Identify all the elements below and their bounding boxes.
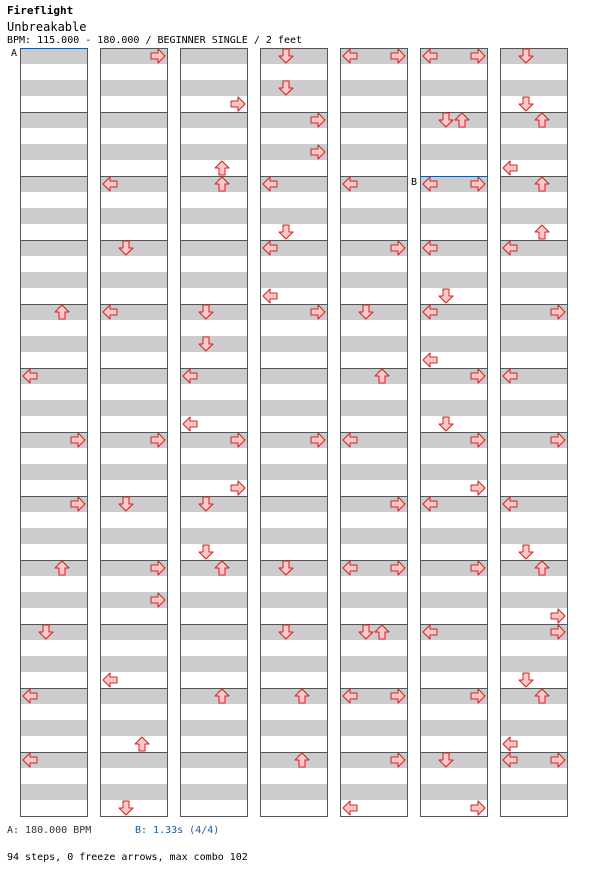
beat-row xyxy=(260,272,328,288)
beat-row xyxy=(260,496,328,512)
beat-row xyxy=(20,480,88,496)
beat-row xyxy=(20,672,88,688)
beat-row xyxy=(420,80,488,96)
beat-row xyxy=(100,144,168,160)
beat-row xyxy=(20,800,88,816)
beat-row xyxy=(420,720,488,736)
beat-row xyxy=(180,688,248,704)
beat-row xyxy=(100,704,168,720)
beat-row xyxy=(180,64,248,80)
beat-row xyxy=(340,256,408,272)
beat-row xyxy=(420,464,488,480)
beat-row xyxy=(20,48,88,64)
beat-row xyxy=(500,480,568,496)
beat-row xyxy=(500,384,568,400)
beat-row xyxy=(260,560,328,576)
beat-row xyxy=(500,192,568,208)
beat-row xyxy=(500,720,568,736)
beat-row xyxy=(100,384,168,400)
beat-row xyxy=(500,112,568,128)
beat-row xyxy=(420,160,488,176)
beat-row xyxy=(340,144,408,160)
beat-row xyxy=(20,160,88,176)
beat-row xyxy=(180,160,248,176)
chart-column xyxy=(260,48,328,817)
beat-row xyxy=(260,192,328,208)
beat-row xyxy=(100,624,168,640)
beat-row xyxy=(180,720,248,736)
beat-row xyxy=(180,544,248,560)
beat-row xyxy=(340,720,408,736)
beat-row xyxy=(260,160,328,176)
beat-row xyxy=(180,336,248,352)
beat-row xyxy=(420,544,488,560)
beat-row xyxy=(180,496,248,512)
step-stats: 94 steps, 0 freeze arrows, max combo 102 xyxy=(7,852,248,863)
beat-row xyxy=(20,64,88,80)
beat-row xyxy=(180,144,248,160)
beat-row xyxy=(100,784,168,800)
beat-row xyxy=(100,112,168,128)
beat-row xyxy=(100,336,168,352)
beat-row xyxy=(420,576,488,592)
beat-row xyxy=(420,400,488,416)
beat-row xyxy=(340,544,408,560)
beat-row xyxy=(500,656,568,672)
beat-row xyxy=(340,128,408,144)
beat-row xyxy=(260,656,328,672)
beat-row xyxy=(20,128,88,144)
beat-row xyxy=(180,464,248,480)
beat-row xyxy=(20,720,88,736)
beat-row xyxy=(20,544,88,560)
beat-row xyxy=(180,272,248,288)
beat-row xyxy=(180,656,248,672)
beat-row xyxy=(500,128,568,144)
beat-row xyxy=(20,592,88,608)
beat-row xyxy=(500,336,568,352)
beat-row xyxy=(100,512,168,528)
beat-row xyxy=(100,688,168,704)
beat-row xyxy=(260,368,328,384)
beat-row xyxy=(260,512,328,528)
beat-row xyxy=(20,80,88,96)
beat-row xyxy=(20,560,88,576)
beat-row xyxy=(260,784,328,800)
beat-row xyxy=(500,704,568,720)
beat-row xyxy=(500,176,568,192)
beat-row xyxy=(180,176,248,192)
beat-row xyxy=(420,416,488,432)
beat-row xyxy=(420,608,488,624)
beat-row xyxy=(20,384,88,400)
beat-row xyxy=(100,192,168,208)
beat-row xyxy=(180,352,248,368)
beat-row xyxy=(420,736,488,752)
beat-row xyxy=(20,96,88,112)
beat-row xyxy=(100,160,168,176)
beat-row xyxy=(340,288,408,304)
beat-row xyxy=(260,576,328,592)
beat-row xyxy=(340,592,408,608)
beat-row xyxy=(180,608,248,624)
beat-row xyxy=(340,96,408,112)
beat-row xyxy=(180,208,248,224)
beat-row xyxy=(100,720,168,736)
beat-row xyxy=(100,416,168,432)
beat-row xyxy=(500,688,568,704)
beat-row xyxy=(260,528,328,544)
beat-row xyxy=(260,320,328,336)
beat-row xyxy=(500,288,568,304)
beat-row xyxy=(340,704,408,720)
beat-row xyxy=(340,368,408,384)
beat-row xyxy=(100,80,168,96)
beat-row xyxy=(420,752,488,768)
beat-row xyxy=(340,352,408,368)
beat-row xyxy=(500,560,568,576)
beat-row xyxy=(500,464,568,480)
beat-row xyxy=(260,48,328,64)
chart-info: BPM: 115.000 - 180.000 / BEGINNER SINGLE / 2 feet xyxy=(7,35,303,46)
beat-row xyxy=(340,384,408,400)
beat-row xyxy=(180,512,248,528)
marker-a-label: A xyxy=(11,48,18,59)
beat-row xyxy=(500,784,568,800)
beat-row xyxy=(20,608,88,624)
beat-row xyxy=(420,656,488,672)
beat-row xyxy=(100,224,168,240)
beat-row xyxy=(340,608,408,624)
beat-row xyxy=(260,464,328,480)
beat-row xyxy=(340,304,408,320)
beat-row xyxy=(500,64,568,80)
beat-row xyxy=(260,688,328,704)
beat-row xyxy=(420,272,488,288)
beat-row xyxy=(500,544,568,560)
beat-row xyxy=(420,64,488,80)
beat-row xyxy=(100,608,168,624)
beat-row xyxy=(180,576,248,592)
beat-row xyxy=(20,288,88,304)
song-artist: Unbreakable xyxy=(7,20,87,34)
beat-row xyxy=(420,768,488,784)
beat-row xyxy=(20,464,88,480)
beat-row xyxy=(260,480,328,496)
beat-row xyxy=(100,736,168,752)
beat-row xyxy=(260,128,328,144)
beat-row xyxy=(340,576,408,592)
beat-row xyxy=(20,528,88,544)
beat-row xyxy=(340,64,408,80)
beat-row xyxy=(500,768,568,784)
beat-row xyxy=(500,80,568,96)
beat-row xyxy=(20,224,88,240)
beat-row xyxy=(20,704,88,720)
beat-row xyxy=(420,448,488,464)
beat-row xyxy=(20,448,88,464)
beat-row xyxy=(420,192,488,208)
beat-row xyxy=(100,240,168,256)
beat-row xyxy=(420,144,488,160)
beat-row xyxy=(500,672,568,688)
beat-row xyxy=(420,128,488,144)
beat-row xyxy=(260,720,328,736)
song-title: Fireflight xyxy=(7,4,74,17)
beat-row xyxy=(340,416,408,432)
beat-row xyxy=(420,224,488,240)
beat-row xyxy=(260,224,328,240)
beat-row xyxy=(500,352,568,368)
beat-row xyxy=(420,704,488,720)
beat-row xyxy=(100,400,168,416)
beat-row xyxy=(180,288,248,304)
beat-row xyxy=(100,272,168,288)
beat-row xyxy=(180,752,248,768)
beat-row xyxy=(100,528,168,544)
beat-row xyxy=(20,336,88,352)
beat-row xyxy=(340,464,408,480)
beat-row xyxy=(420,96,488,112)
beat-row xyxy=(340,208,408,224)
beat-row xyxy=(20,400,88,416)
beat-row xyxy=(340,736,408,752)
beat-row xyxy=(20,784,88,800)
beat-row xyxy=(180,304,248,320)
beat-row xyxy=(20,352,88,368)
beat-row xyxy=(260,448,328,464)
beat-row xyxy=(420,640,488,656)
beat-row xyxy=(340,112,408,128)
beat-row xyxy=(340,224,408,240)
beat-row xyxy=(180,80,248,96)
beat-row xyxy=(100,448,168,464)
beat-row xyxy=(260,592,328,608)
beat-row xyxy=(20,272,88,288)
beat-row xyxy=(180,704,248,720)
legend-stop: B: 1.33s (4/4) xyxy=(135,825,220,836)
chart-column xyxy=(20,48,88,817)
beat-row xyxy=(260,672,328,688)
beat-row xyxy=(20,208,88,224)
beat-row xyxy=(500,208,568,224)
beat-row xyxy=(180,48,248,64)
beat-row xyxy=(260,96,328,112)
beat-row xyxy=(180,592,248,608)
beat-row xyxy=(180,528,248,544)
beat-row xyxy=(340,160,408,176)
beat-row xyxy=(180,448,248,464)
chart-column xyxy=(100,48,168,817)
beat-row xyxy=(420,320,488,336)
beat-row xyxy=(180,128,248,144)
beat-row xyxy=(20,256,88,272)
beat-row xyxy=(180,384,248,400)
beat-row xyxy=(100,352,168,368)
beat-row xyxy=(100,368,168,384)
beat-row xyxy=(20,144,88,160)
beat-row xyxy=(340,448,408,464)
beat-row xyxy=(260,768,328,784)
beat-row xyxy=(500,528,568,544)
chart-column xyxy=(180,48,248,817)
beat-row xyxy=(180,224,248,240)
beat-row xyxy=(180,640,248,656)
beat-row xyxy=(180,560,248,576)
beat-row xyxy=(500,144,568,160)
beat-row xyxy=(20,640,88,656)
beat-row xyxy=(20,192,88,208)
beat-row xyxy=(100,752,168,768)
beat-row xyxy=(500,592,568,608)
beat-row xyxy=(340,624,408,640)
beat-row xyxy=(100,64,168,80)
beat-row xyxy=(420,384,488,400)
beat-row xyxy=(340,192,408,208)
beat-row xyxy=(420,592,488,608)
beat-row xyxy=(100,208,168,224)
beat-row xyxy=(180,240,248,256)
beat-row xyxy=(260,400,328,416)
beat-row xyxy=(260,800,328,816)
beat-row xyxy=(180,800,248,816)
beat-row xyxy=(500,640,568,656)
beat-row xyxy=(500,512,568,528)
beat-row xyxy=(100,768,168,784)
beat-row xyxy=(260,608,328,624)
beat-row xyxy=(20,624,88,640)
beat-row xyxy=(20,576,88,592)
beat-row xyxy=(260,752,328,768)
beat-row xyxy=(260,80,328,96)
beat-row xyxy=(20,112,88,128)
beat-row xyxy=(20,736,88,752)
beat-row xyxy=(100,544,168,560)
beat-row xyxy=(260,416,328,432)
beat-row xyxy=(180,256,248,272)
beat-row xyxy=(260,544,328,560)
beat-row xyxy=(500,224,568,240)
beat-row xyxy=(500,400,568,416)
beat-row xyxy=(180,784,248,800)
beat-row xyxy=(500,800,568,816)
beat-row xyxy=(100,464,168,480)
beat-row xyxy=(420,112,488,128)
beat-row xyxy=(420,528,488,544)
beat-row xyxy=(20,656,88,672)
beat-row xyxy=(100,320,168,336)
beat-row xyxy=(420,336,488,352)
beat-row xyxy=(180,768,248,784)
beat-row xyxy=(500,272,568,288)
beat-row xyxy=(500,576,568,592)
beat-row xyxy=(340,400,408,416)
beat-row xyxy=(260,64,328,80)
beat-row xyxy=(340,656,408,672)
beat-row xyxy=(180,112,248,128)
beat-row xyxy=(260,640,328,656)
beat-row xyxy=(500,96,568,112)
beat-row xyxy=(20,176,88,192)
beat-row xyxy=(20,512,88,528)
beat-row xyxy=(180,400,248,416)
beat-row xyxy=(100,96,168,112)
beat-row xyxy=(420,208,488,224)
beat-row xyxy=(100,576,168,592)
beat-row xyxy=(340,528,408,544)
beat-row xyxy=(340,672,408,688)
beat-row xyxy=(100,480,168,496)
beat-row xyxy=(340,640,408,656)
beat-row xyxy=(100,800,168,816)
chart-column xyxy=(500,48,568,817)
beat-row xyxy=(500,48,568,64)
beat-row xyxy=(420,784,488,800)
beat-row xyxy=(340,768,408,784)
beat-row xyxy=(420,672,488,688)
beat-row xyxy=(20,304,88,320)
beat-row xyxy=(340,80,408,96)
beat-row xyxy=(100,288,168,304)
beat-row xyxy=(260,624,328,640)
beat-row xyxy=(180,192,248,208)
beat-row xyxy=(500,320,568,336)
beat-row xyxy=(340,784,408,800)
beat-row xyxy=(180,672,248,688)
beat-row xyxy=(180,320,248,336)
chart-column xyxy=(420,48,488,817)
beat-row xyxy=(260,352,328,368)
beat-row xyxy=(180,624,248,640)
beat-row xyxy=(20,768,88,784)
beat-row xyxy=(340,336,408,352)
beat-row xyxy=(500,256,568,272)
beat-row xyxy=(500,416,568,432)
beat-row xyxy=(260,208,328,224)
beat-row xyxy=(260,704,328,720)
beat-row xyxy=(20,240,88,256)
beat-row xyxy=(100,640,168,656)
beat-row xyxy=(100,656,168,672)
beat-row xyxy=(340,512,408,528)
beat-row xyxy=(100,256,168,272)
beat-row xyxy=(100,496,168,512)
beat-row xyxy=(420,288,488,304)
marker-b-label: B xyxy=(411,176,418,188)
legend-bpm: A: 180.000 BPM xyxy=(7,825,92,836)
beat-row xyxy=(340,320,408,336)
beat-row xyxy=(420,512,488,528)
beat-row xyxy=(180,736,248,752)
beat-row xyxy=(260,256,328,272)
beat-row xyxy=(340,272,408,288)
beat-row xyxy=(20,416,88,432)
beat-row xyxy=(100,128,168,144)
beat-row xyxy=(260,336,328,352)
beat-row xyxy=(500,448,568,464)
beat-row xyxy=(420,256,488,272)
chart-column xyxy=(340,48,408,817)
beat-row xyxy=(260,736,328,752)
beat-row xyxy=(340,480,408,496)
beat-row xyxy=(20,320,88,336)
beat-row xyxy=(260,384,328,400)
